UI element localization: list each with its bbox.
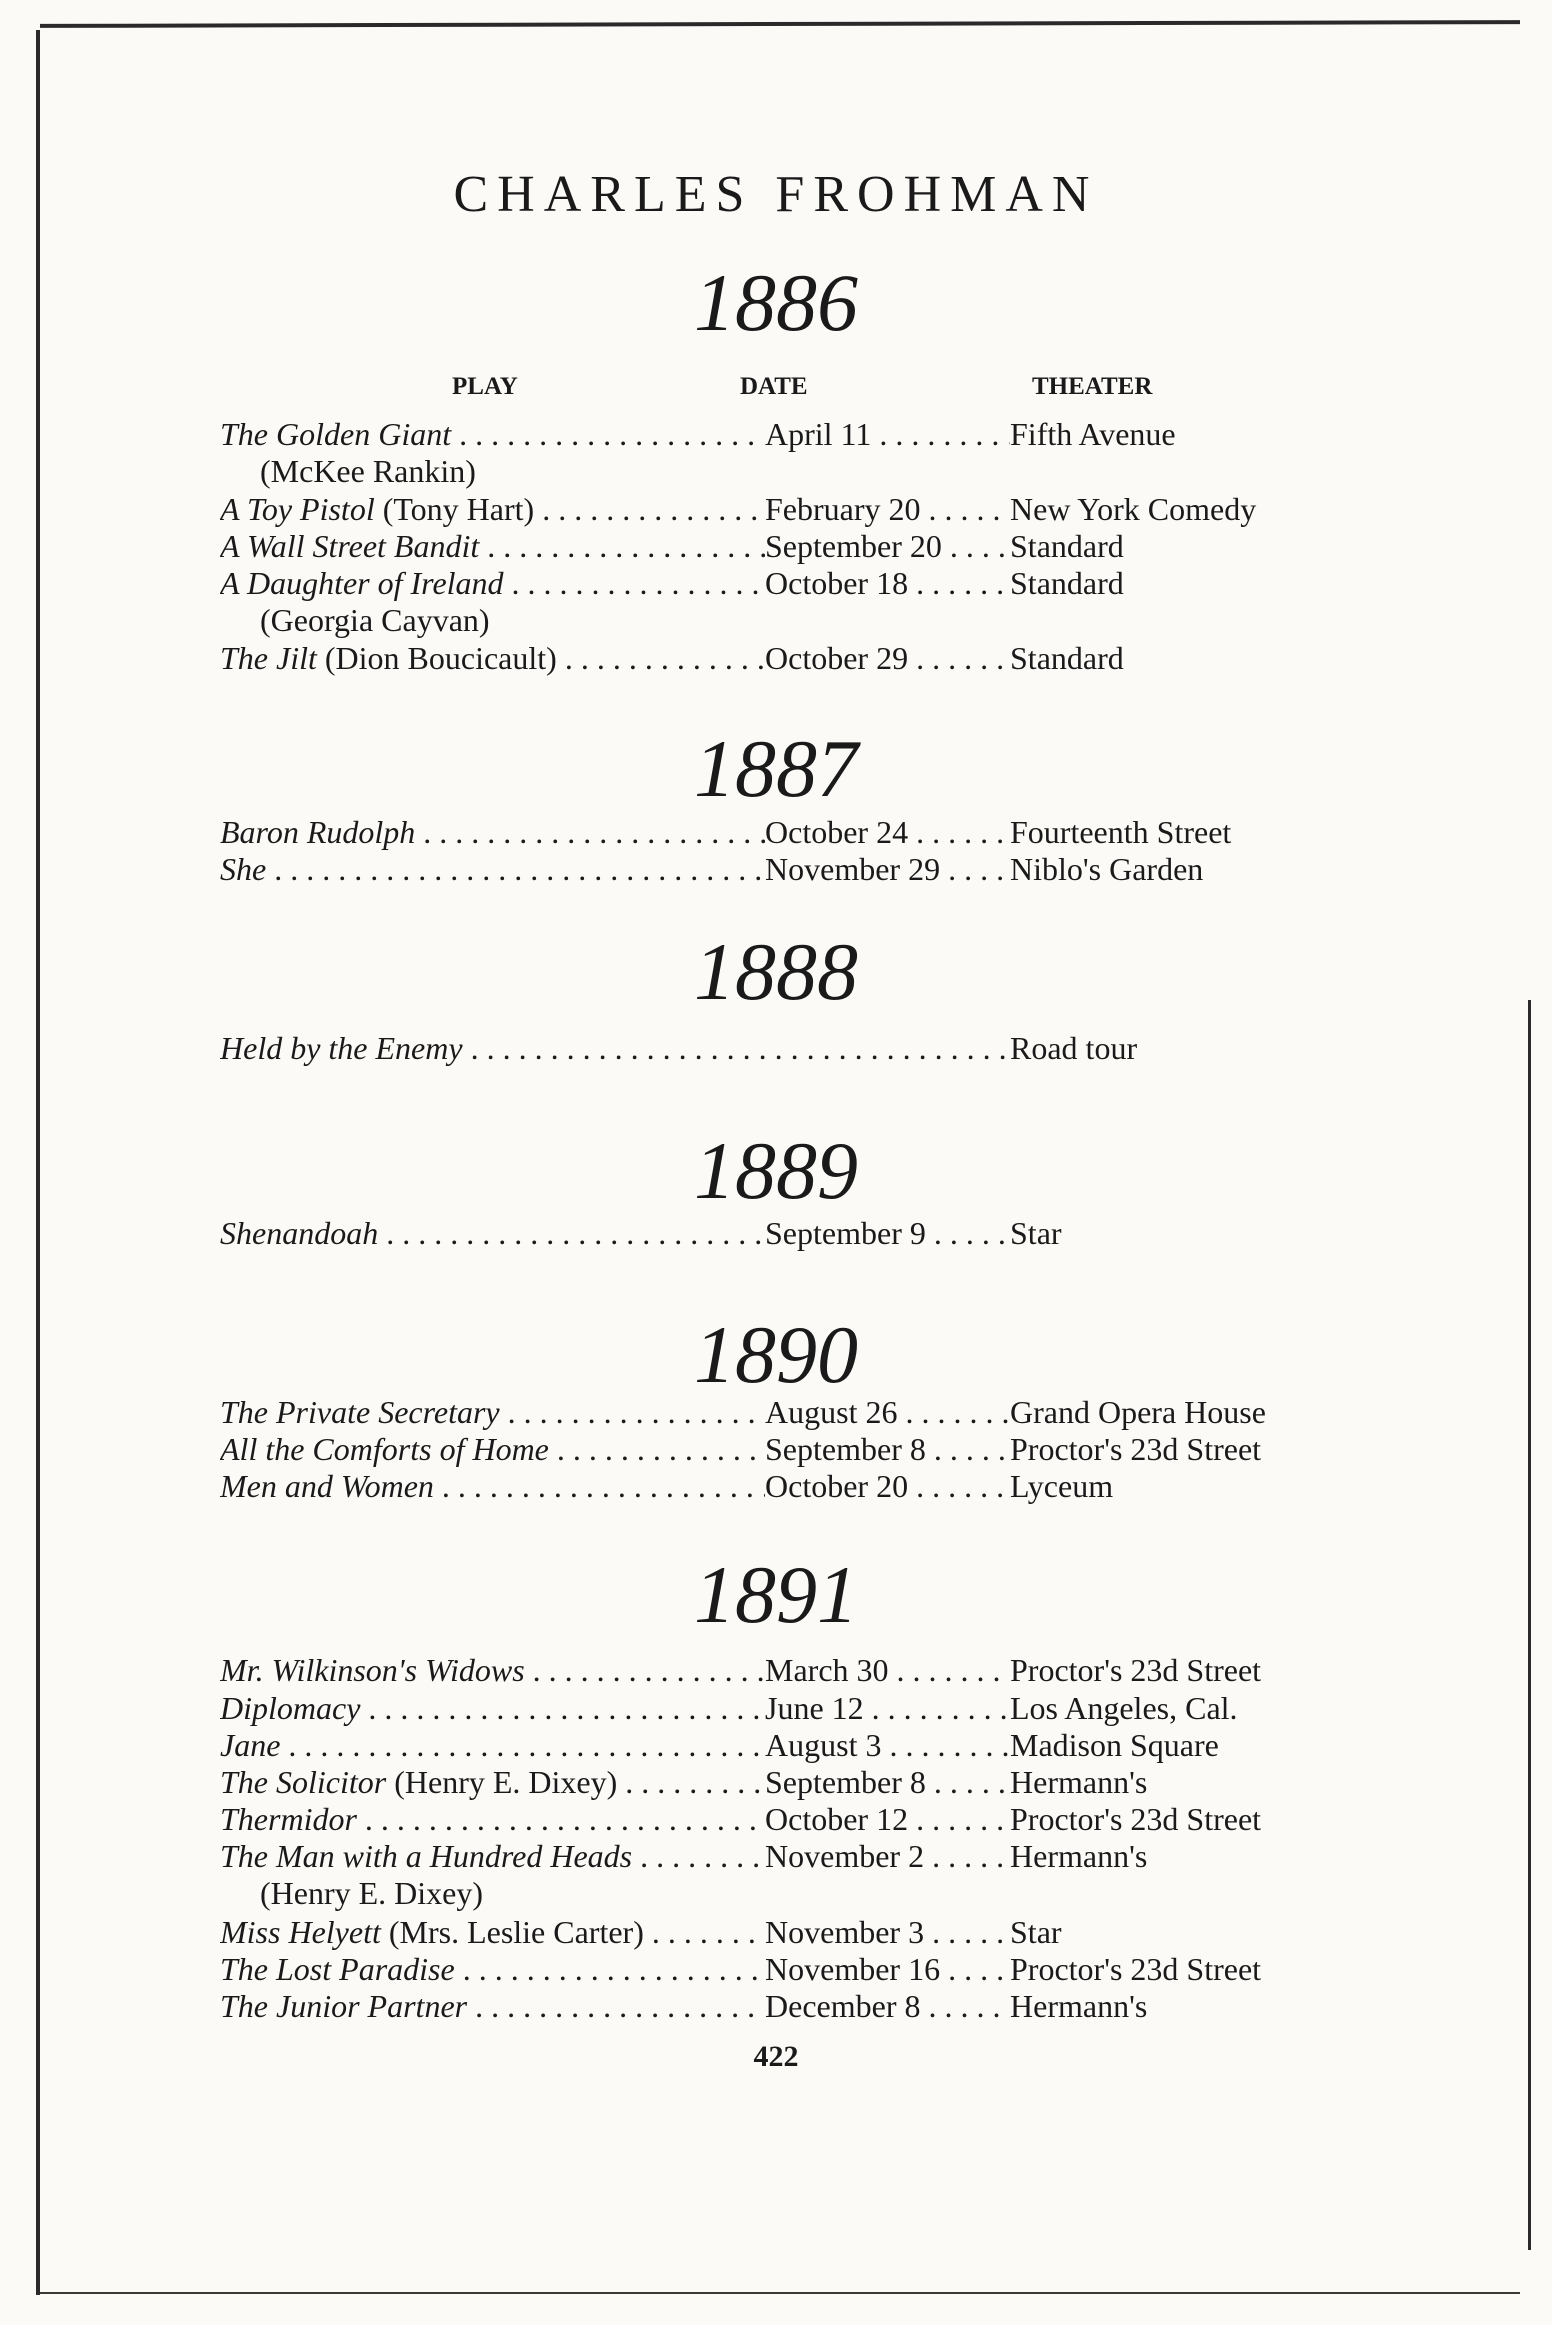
play-title: Miss Helyett xyxy=(220,1914,381,1950)
page-header-title: CHARLES FROHMAN xyxy=(453,166,1099,223)
date-cell: October 12 . . . xyxy=(765,1801,1010,1838)
production-row xyxy=(220,814,1360,851)
theater-cell: Fifth Avenue xyxy=(1010,416,1176,452)
production-row xyxy=(220,528,1360,565)
production-row xyxy=(220,1690,1360,1727)
theater-cell: Star xyxy=(1010,1215,1062,1251)
date-cell: June 12 . . . xyxy=(765,1690,1010,1727)
page-border-top xyxy=(40,20,1520,28)
theater-cell: Proctor's 23d Street xyxy=(1010,1652,1262,1688)
theater-cell: Los Angeles, Cal. xyxy=(1010,1690,1238,1726)
year-heading-1888: 1888 xyxy=(694,926,858,1017)
theater-cell: Grand Opera House xyxy=(1010,1394,1266,1430)
play-cell xyxy=(220,1690,765,1727)
play-cell xyxy=(220,1215,765,1252)
date-cell: September 8 . . . xyxy=(765,1431,1010,1468)
production-row xyxy=(220,1215,1360,1252)
year-heading-1887: 1887 xyxy=(694,723,858,814)
play-title: The Man with a Hundred Heads xyxy=(220,1838,633,1874)
production-row xyxy=(220,1030,1360,1067)
play-title: A Daughter of Ireland xyxy=(220,565,504,601)
production-row xyxy=(220,1838,1360,1875)
date-cell: October 18 . . . xyxy=(765,565,1010,602)
play-cell xyxy=(220,1652,765,1689)
theater-cell: Hermann's xyxy=(1010,1838,1148,1874)
date-cell: December 8 . . . xyxy=(765,1988,1010,2025)
date-cell: September 9 . . . xyxy=(765,1215,1010,1252)
date-cell: November 3 . . . xyxy=(765,1914,1010,1951)
theater-cell: Madison Square xyxy=(1010,1727,1219,1763)
year-heading-1891: 1891 xyxy=(694,1549,858,1640)
play-cell xyxy=(220,1030,1010,1067)
play-cell xyxy=(220,1468,765,1505)
production-row xyxy=(220,851,1360,888)
play-title: Diplomacy xyxy=(220,1690,361,1726)
date-cell: November 16 . . . xyxy=(765,1951,1010,1988)
date-cell: October 24 . . . xyxy=(765,814,1010,851)
play-title: Thermidor xyxy=(220,1801,357,1837)
theater-cell: Proctor's 23d Street xyxy=(1010,1431,1262,1467)
play-title: She xyxy=(220,851,267,887)
production-row xyxy=(220,1468,1360,1505)
year-heading-1889: 1889 xyxy=(694,1125,858,1216)
column-header-date: DATE xyxy=(740,373,808,400)
production-row xyxy=(220,1652,1360,1689)
play-cell xyxy=(220,814,765,851)
year-heading-1890: 1890 xyxy=(694,1309,858,1400)
date-cell: October 29 . . . xyxy=(765,640,1010,677)
theater-cell: Proctor's 23d Street xyxy=(1010,1801,1262,1837)
play-cell xyxy=(220,1988,765,2025)
play-note: (Tony Hart) xyxy=(374,491,535,527)
date-cell: October 20 . . . xyxy=(765,1468,1010,1505)
theater-cell: Standard xyxy=(1010,528,1124,564)
theater-cell: Proctor's 23d Street xyxy=(1010,1951,1262,1987)
date-cell: August 26 . . . xyxy=(765,1394,1010,1431)
play-cell xyxy=(220,640,765,677)
theater-cell: Road tour xyxy=(1010,1030,1138,1066)
play-title: Held by the Enemy xyxy=(220,1030,463,1066)
play-cell xyxy=(220,416,765,453)
theater-cell: Hermann's xyxy=(1010,1988,1148,2024)
play-cell xyxy=(220,1914,765,1951)
production-row xyxy=(220,1914,1360,1951)
play-cell xyxy=(220,1394,765,1431)
play-cell xyxy=(220,1431,765,1468)
theater-cell: Fourteenth Street xyxy=(1010,814,1232,850)
play-title: The Lost Paradise xyxy=(220,1951,455,1987)
theater-cell: New York Comedy xyxy=(1010,491,1257,527)
production-row xyxy=(220,640,1360,677)
play-title: The Junior Partner xyxy=(220,1988,468,2024)
theater-cell: Standard xyxy=(1010,565,1124,601)
production-row xyxy=(220,1988,1360,2025)
production-row xyxy=(220,1394,1360,1431)
play-title: The Private Secretary xyxy=(220,1394,500,1430)
production-row xyxy=(220,1764,1360,1801)
production-row xyxy=(220,1951,1360,1988)
date-cell: September 8 . . . xyxy=(765,1764,1010,1801)
play-cell xyxy=(220,1838,765,1875)
play-title: All the Comforts of Home xyxy=(220,1431,549,1467)
theater-cell: Standard xyxy=(1010,640,1124,676)
play-title: The Jilt xyxy=(220,640,317,676)
play-note: (Mrs. Leslie Carter) xyxy=(380,1914,644,1950)
play-cell xyxy=(220,851,765,888)
date-cell: April 11 . . . xyxy=(765,416,1010,453)
production-row xyxy=(220,491,1360,528)
page-border-bottom xyxy=(40,2292,1520,2294)
column-header-theater: THEATER xyxy=(1032,373,1153,400)
production-row xyxy=(220,416,1360,453)
play-title: Baron Rudolph xyxy=(220,814,416,850)
play-title: Mr. Wilkinson's Widows xyxy=(220,1652,525,1688)
play-note: (Dion Boucicault) xyxy=(316,640,557,676)
date-cell: November 2 . . . xyxy=(765,1838,1010,1875)
play-cell xyxy=(220,1801,765,1838)
date-cell: November 29 . . . xyxy=(765,851,1010,888)
play-title: A Wall Street Bandit xyxy=(220,528,480,564)
date-cell: February 20 . . . xyxy=(765,491,1010,528)
play-cell xyxy=(220,1764,765,1801)
date-cell: August 3 . . . xyxy=(765,1727,1010,1764)
production-row xyxy=(220,565,1360,602)
theater-cell: Lyceum xyxy=(1010,1468,1114,1504)
production-row xyxy=(220,1727,1360,1764)
play-title: The Golden Giant xyxy=(220,416,452,452)
play-title: Shenandoah xyxy=(220,1215,379,1251)
play-cell xyxy=(220,565,765,602)
year-heading-1886: 1886 xyxy=(694,257,858,348)
play-cell xyxy=(220,528,765,565)
play-note: (Henry E. Dixey) xyxy=(386,1764,618,1800)
play-title: The Solicitor xyxy=(220,1764,387,1800)
play-title: A Toy Pistol xyxy=(220,491,375,527)
theater-cell: Niblo's Garden xyxy=(1010,851,1204,887)
page-number: 422 xyxy=(753,2040,799,2073)
play-title: Jane xyxy=(220,1727,281,1763)
play-continuation: (Georgia Cayvan) xyxy=(260,602,490,638)
production-row xyxy=(220,1801,1360,1838)
theater-cell: Star xyxy=(1010,1914,1062,1950)
play-title: Men and Women xyxy=(220,1468,434,1504)
theater-cell: Hermann's xyxy=(1010,1764,1148,1800)
production-row xyxy=(220,1431,1360,1468)
play-continuation: (McKee Rankin) xyxy=(260,453,476,489)
play-cell xyxy=(220,491,765,528)
play-cell xyxy=(220,1951,765,1988)
date-cell: March 30 . . . xyxy=(765,1652,1010,1689)
play-continuation: (Henry E. Dixey) xyxy=(260,1875,484,1911)
date-cell: September 20 . . . xyxy=(765,528,1010,565)
play-cell xyxy=(220,1727,765,1764)
column-header-play: PLAY xyxy=(452,373,518,400)
